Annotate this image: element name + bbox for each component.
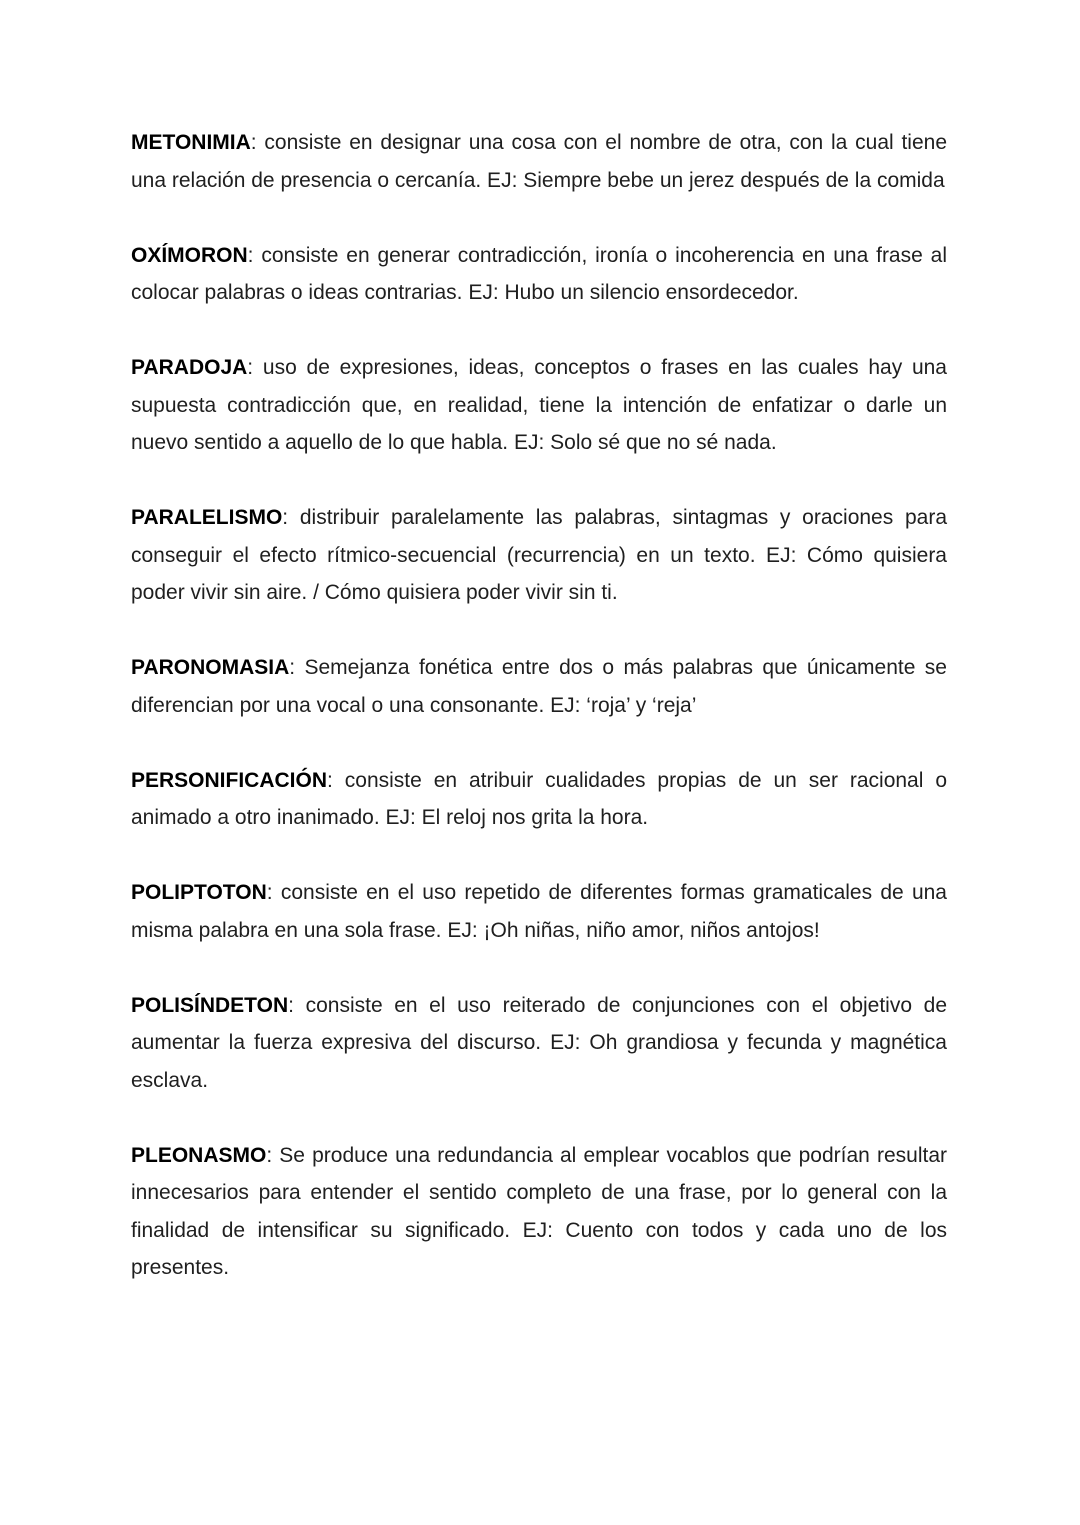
entry-paronomasia: [131, 649, 947, 724]
term-polisindeton: POLISÍNDETON: [131, 993, 289, 1017]
definition-oximoron: : consiste en generar contradicción, ironía o incoherencia en una frase al colocar palabras o ideas contrarias. EJ: Hubo un silencio ensordecedor.: [131, 243, 947, 304]
definition-metonimia: : consiste en designar una cosa con el nombre de otra, con la cual tiene una relación de presencia o cercanía. EJ: Siempre bebe un jerez después de la comida: [131, 131, 947, 192]
definition-polisindeton: : consiste en el uso reiterado de conjunciones con el objetivo de aumentar la fuerza expresiva del discurso. EJ: Oh grandiosa y fecunda y magnética esclava.: [131, 993, 947, 1092]
definition-paralelismo: : distribuir paralelamente las palabras, sintagmas y oraciones para conseguir el efecto rítmico-secuencial (recurrencia) en un texto. EJ: Cómo quisiera poder vivir sin aire. / Cómo quisiera poder vivir sin ti.: [131, 506, 947, 604]
term-metonimia: METONIMIA: [131, 131, 251, 154]
term-oximoron: OXÍMORON: [131, 243, 248, 267]
term-paralelismo: PARALELISMO: [131, 506, 283, 529]
definition-paronomasia: : Semejanza fonética entre dos o más palabras que únicamente se diferencian por una vocal o una consonante. EJ: ‘roja’ y ‘reja’: [131, 656, 947, 717]
definition-personificacion: : consiste en atribuir cualidades propias de un ser racional o animado a otro inanimado. EJ: El reloj nos grita la hora.: [131, 768, 947, 829]
entry-pleonasmo: [131, 1137, 947, 1287]
entry-paralelismo: [131, 499, 947, 612]
entry-oximoron: [131, 237, 947, 312]
entry-poliptoton: [131, 874, 947, 949]
entry-polisindeton: [131, 987, 947, 1100]
definition-pleonasmo: : Se produce una redundancia al emplear vocablos que podrían resultar innecesarios para entender el sentido completo de una frase, por lo general con la finalidad de intensificar su significado. EJ: Cuento con todos y cada uno de los presentes.: [131, 1143, 947, 1279]
document-page: [131, 124, 947, 1287]
term-pleonasmo: PLEONASMO: [131, 1143, 267, 1167]
entry-metonimia: [131, 124, 947, 199]
definition-poliptoton: : consiste en el uso repetido de diferentes formas gramaticales de una misma palabra en una sola frase. EJ: ¡Oh niñas, niño amor, niños antojos!: [131, 881, 947, 942]
term-paradoja: PARADOJA: [131, 356, 248, 379]
term-paronomasia: PARONOMASIA: [131, 656, 290, 679]
entry-personificacion: [131, 762, 947, 837]
entry-paradoja: [131, 349, 947, 462]
term-poliptoton: POLIPTOTON: [131, 881, 267, 904]
definition-paradoja: : uso de expresiones, ideas, conceptos o frases en las cuales hay una supuesta contradicción que, en realidad, tiene la intención de enfatizar o darle un nuevo sentido a aquello de lo que habla. EJ: Solo sé que no sé nada.: [131, 356, 947, 454]
term-personificacion: PERSONIFICACIÓN: [131, 768, 328, 792]
